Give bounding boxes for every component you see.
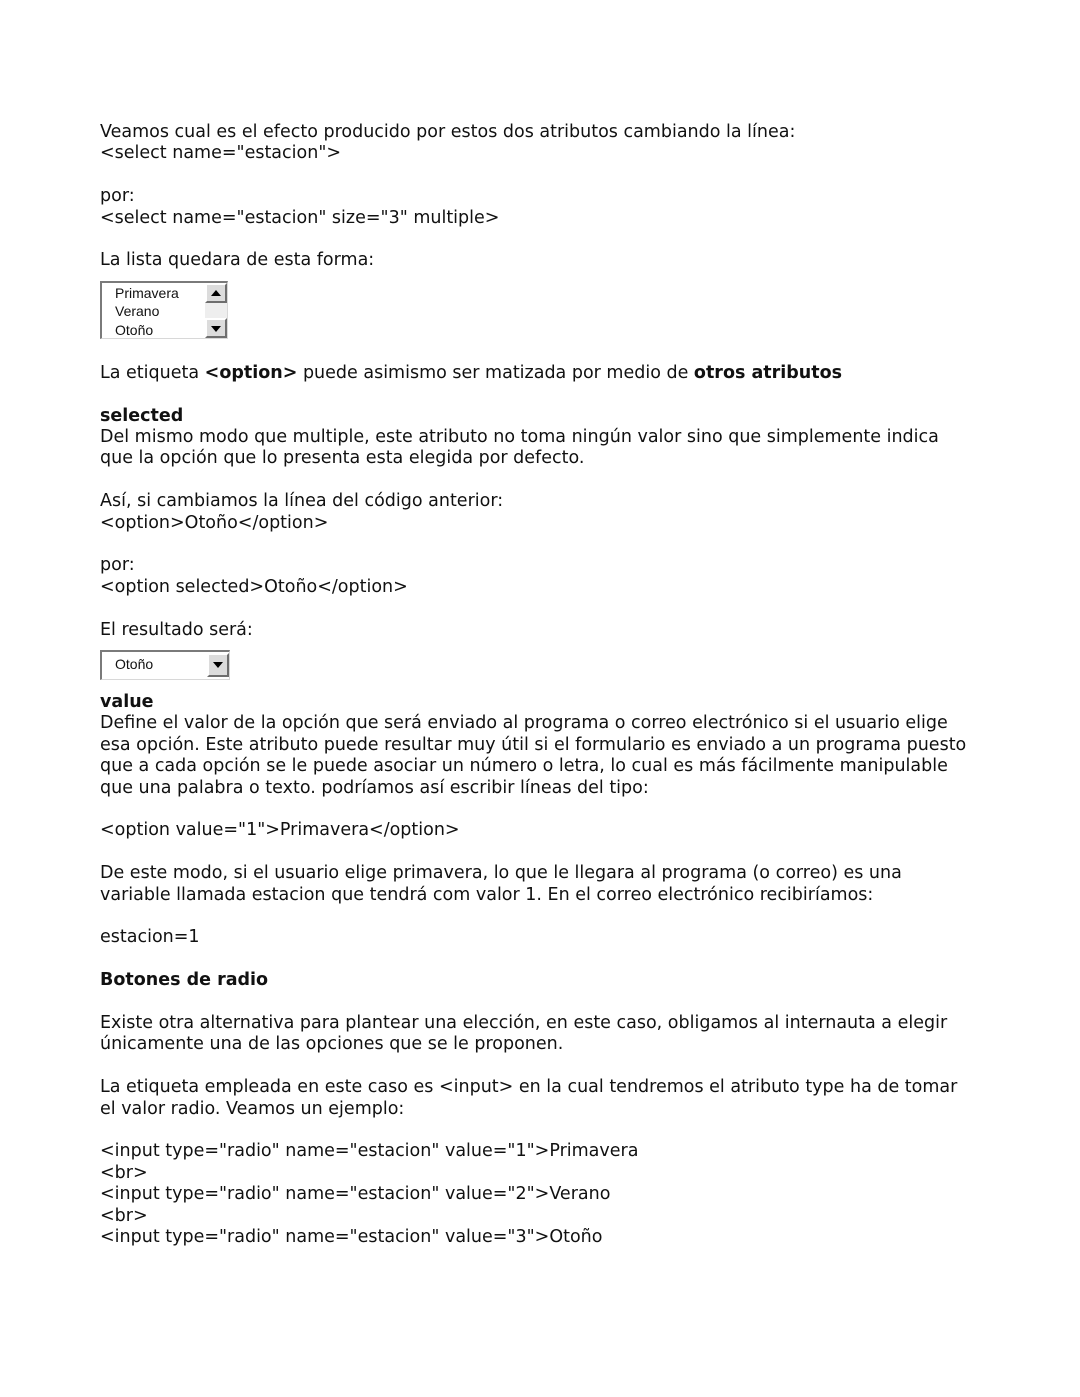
option-attributes-paragraph xyxy=(100,363,1000,384)
text-line: De este modo, si el usuario elige primavera, lo que le llegara al programa (o correo) es una xyxy=(100,863,902,884)
code-line: <br> xyxy=(100,1205,148,1226)
chevron-down-icon xyxy=(213,662,223,668)
radio-intro xyxy=(100,1013,1000,1056)
text-line: variable llamada estacion que tendrá com valor 1. En el correo electrónico recibiríamos: xyxy=(100,884,874,905)
listbox-option[interactable]: Otoño xyxy=(115,321,154,338)
document-page xyxy=(100,122,1000,1248)
code-line: <select name="estacion"> xyxy=(100,143,342,164)
text-line: Existe otra alternativa para plantear una elección, en este caso, obligamos al internauta a elegir xyxy=(100,1013,948,1034)
arrow-down-icon xyxy=(211,326,221,332)
text-line: Así, si cambiamos la línea del código anterior: xyxy=(100,491,504,512)
radio-code-block xyxy=(100,1141,1000,1248)
selected-example xyxy=(100,491,1000,534)
text-line: esa opción. Este atributo puede resultar muy útil si el formulario es enviado a un programa puesto xyxy=(100,734,967,755)
por-label: por: xyxy=(100,186,135,207)
text-fragment: puede asimismo ser matizada por medio de xyxy=(297,362,694,383)
text-line: La etiqueta empleada en este caso es <input> en la cual tendremos el atributo type ha de tomar xyxy=(100,1077,958,1098)
listbox-option[interactable]: Primavera xyxy=(115,284,179,301)
selected-section xyxy=(100,406,1000,470)
option-tag-bold: <option> xyxy=(204,362,298,383)
code-line: <option selected>Otoño</option> xyxy=(100,576,408,597)
selected-heading: selected xyxy=(100,405,184,426)
por-label: por: xyxy=(100,555,135,576)
intro-paragraph xyxy=(100,122,1000,165)
scroll-up-button[interactable] xyxy=(205,283,227,303)
scroll-down-button[interactable] xyxy=(205,318,227,338)
result-label xyxy=(100,620,1000,641)
code-line: <input type="radio" name="estacion" value="1">Primavera xyxy=(100,1141,639,1162)
season-dropdown[interactable] xyxy=(100,650,230,680)
value-result xyxy=(100,927,1000,948)
season-listbox[interactable] xyxy=(100,281,228,339)
text-line: únicamente una de las opciones que se le proponen. xyxy=(100,1034,564,1055)
otros-atributos-bold: otros atributos xyxy=(693,362,843,383)
selected-description: Del mismo modo que multiple, este atributo no toma ningún valor sino que simplemente indica xyxy=(100,427,939,448)
text-line: el valor radio. Veamos un ejemplo: xyxy=(100,1098,405,1119)
radio-description xyxy=(100,1077,1000,1120)
radio-heading-paragraph xyxy=(100,970,1000,991)
text-line: Define el valor de la opción que será enviado al programa o correo electrónico si el usuario elige xyxy=(100,713,948,734)
code-line: <option value="1">Primavera</option> xyxy=(100,820,460,841)
value-section xyxy=(100,692,1000,799)
selected-replacement xyxy=(100,555,1000,598)
listbox-options xyxy=(115,284,179,340)
value-explanation xyxy=(100,863,1000,906)
code-line: <select name="estacion" size="3" multiple> xyxy=(100,207,500,228)
replacement-paragraph xyxy=(100,186,1000,229)
code-line: <option>Otoño</option> xyxy=(100,512,329,533)
code-line: <input type="radio" name="estacion" value="2">Verano xyxy=(100,1184,611,1205)
code-line: <br> xyxy=(100,1162,148,1183)
text-line: que a cada opción se le puede asociar un número o letra, lo cual es más fácilmente manipulable xyxy=(100,756,948,777)
listbox-option[interactable]: Verano xyxy=(115,303,160,320)
arrow-up-icon xyxy=(211,290,221,296)
text-fragment: La etiqueta xyxy=(100,362,205,383)
radio-heading: Botones de radio xyxy=(100,970,269,991)
code-line: estacion=1 xyxy=(100,927,200,948)
text-line: que una palabra o texto. podríamos así escribir líneas del tipo: xyxy=(100,777,649,798)
value-code xyxy=(100,820,1000,841)
intro-line: Veamos cual es el efecto producido por estos dos atributos cambiando la línea: xyxy=(100,122,796,142)
listbox-scrollbar[interactable] xyxy=(205,283,227,338)
dropdown-button[interactable] xyxy=(207,653,229,677)
code-line: <input type="radio" name="estacion" value="3">Otoño xyxy=(100,1227,603,1248)
dropdown-value: Otoño xyxy=(115,656,154,673)
list-intro xyxy=(100,250,1000,271)
list-intro-text: La lista quedara de esta forma: xyxy=(100,250,375,271)
value-heading: value xyxy=(100,692,154,713)
result-text: El resultado será: xyxy=(100,619,253,640)
selected-description: que la opción que lo presenta esta elegida por defecto. xyxy=(100,448,585,469)
